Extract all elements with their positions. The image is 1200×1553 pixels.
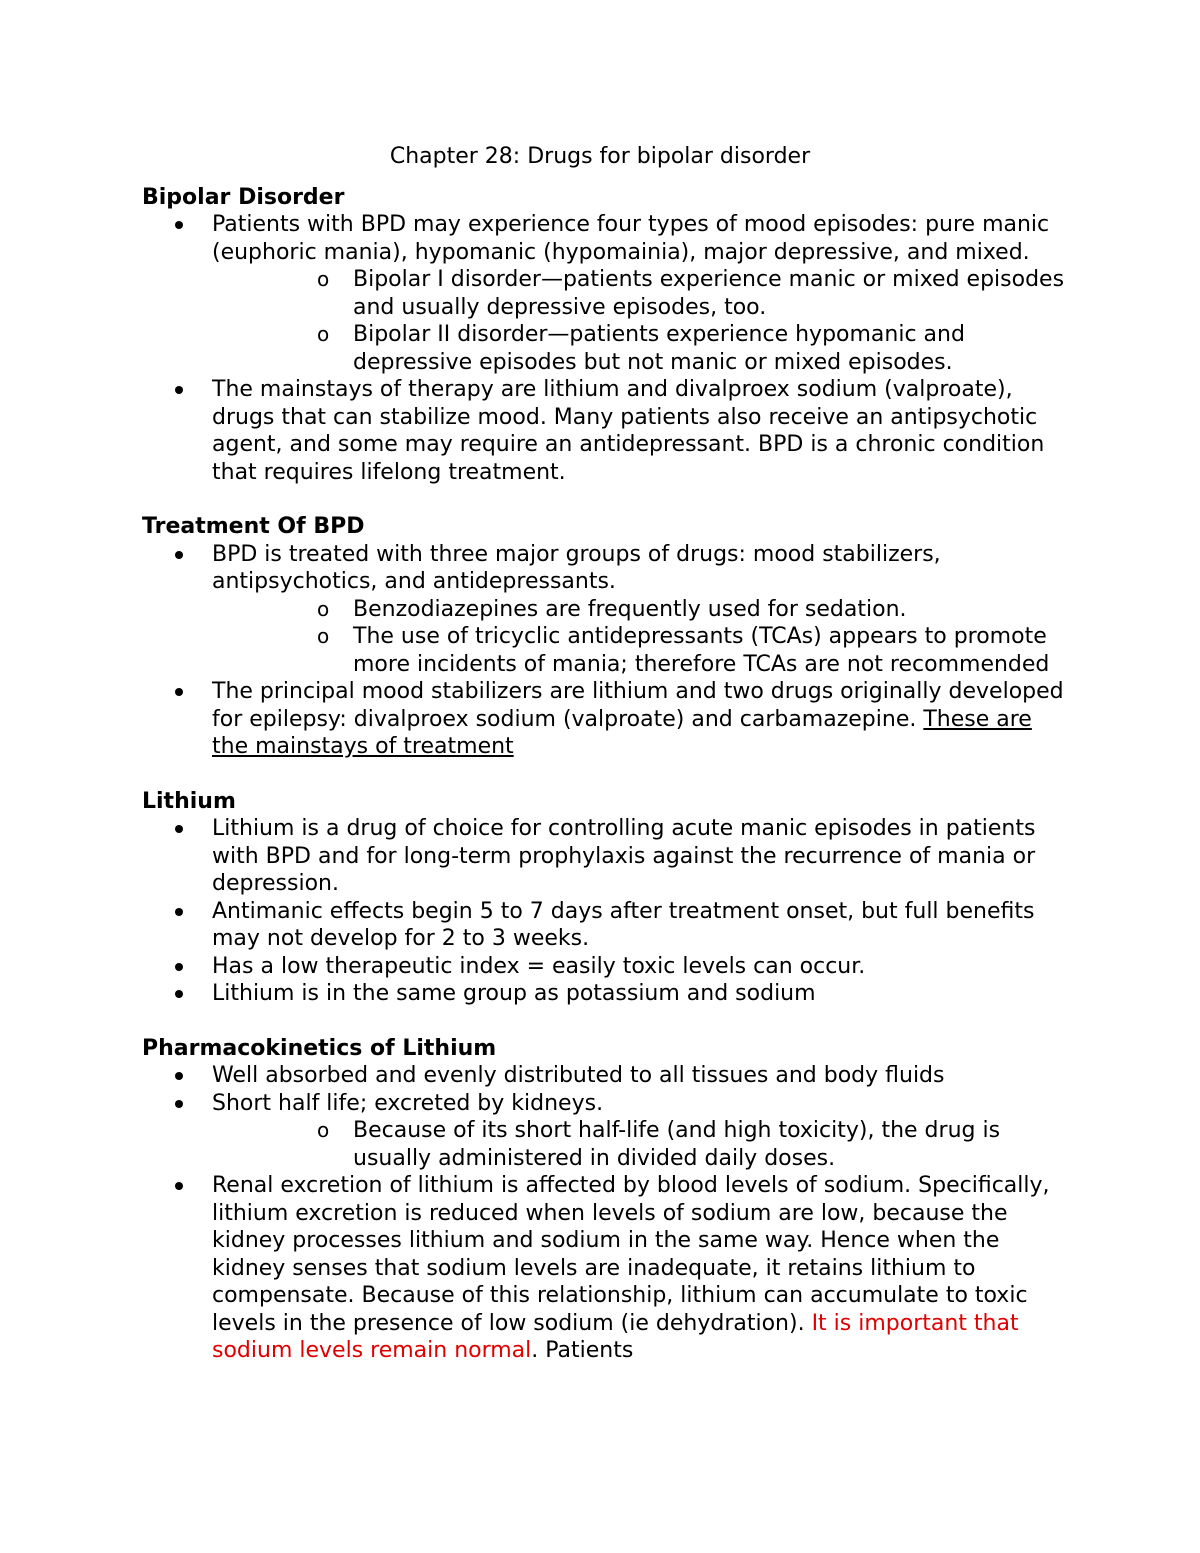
- sub-list-item: [212, 266, 1072, 321]
- sub-list-item-text: Bipolar I disorder—patients experience manic or mixed episodes and usually depressive episodes, too.: [353, 267, 1065, 320]
- list-item-trailing-text: . Patients: [531, 1338, 634, 1363]
- sub-list-item-text: Bipolar II disorder—patients experience hypomanic and depressive episodes but not manic or mixed episodes.: [353, 322, 965, 375]
- hollow-o-bullet-icon: o: [317, 322, 330, 346]
- bullet-list: [142, 1062, 1072, 1365]
- section-bipolar-disorder: [142, 184, 1072, 487]
- filled-circle-bullet-icon: [175, 825, 183, 833]
- sub-list-item: [212, 321, 1072, 376]
- list-item: [142, 1172, 1072, 1365]
- sub-list-item-text: The use of tricyclic antidepressants (TCAs) appears to promote more incidents of mania; therefore TCAs are not recommended: [353, 624, 1050, 677]
- filled-circle-bullet-icon: [175, 1072, 183, 1080]
- hollow-o-bullet-icon: o: [317, 1118, 330, 1142]
- filled-circle-bullet-icon: [175, 1182, 183, 1190]
- sub-bullet-list: [212, 1117, 1072, 1172]
- list-item: [142, 211, 1072, 376]
- page-title: Chapter 28: Drugs for bipolar disorder: [389, 144, 811, 169]
- bullet-list: [142, 815, 1072, 1008]
- highlighted-warning-text: It is important that sodium levels remain normal: [212, 1310, 1019, 1363]
- section-heading: Pharmacokinetics of Lithium: [142, 1035, 497, 1061]
- section-heading: Bipolar Disorder: [142, 184, 345, 210]
- list-item-text: Antimanic effects begin 5 to 7 days after treatment onset, but full benefits may not develop for 2 to 3 weeks.: [212, 898, 1035, 951]
- section-heading: Treatment Of BPD: [142, 514, 365, 539]
- hollow-o-bullet-icon: o: [317, 267, 330, 291]
- list-item-text: The principal mood stabilizers are lithium and two drugs originally developed for epilepsy: divalproex sodium (valproate) and carbamazepine.: [212, 679, 1064, 732]
- sub-bullet-list: [212, 266, 1072, 376]
- list-item-text: Lithium is a drug of choice for controlling acute manic episodes in patients with BPD and for long-term prophylaxis against the recurrence of mania or depression.: [212, 816, 1036, 896]
- list-item-text: Patients with BPD may experience four types of mood episodes: pure manic (euphoric mania), hypomanic (hypomainia), major depressive, and mixed.: [212, 212, 1050, 265]
- bullet-list: [142, 211, 1072, 486]
- list-item-text: BPD is treated with three major groups of drugs: mood stabilizers, antipsychotics, and antidepressants.: [212, 541, 941, 594]
- sub-bullet-list: [212, 596, 1072, 679]
- list-item-text: Short half life; excreted by kidneys.: [212, 1090, 604, 1116]
- list-item-text: Renal excretion of lithium is affected by blood levels of sodium. Specifically, lithium excretion is reduced when levels of sodium are low, because the kidney processes lithium and sodium in the same way. Hence when the kidney senses that sodium levels are inadequate, it retains lithium to compensate. Because of this relationship, lithium can accumulate to toxic levels in the presence of low sodium (ie dehydration).: [212, 1173, 1050, 1336]
- sub-list-item-text: Benzodiazepines are frequently used for sedation.: [353, 596, 907, 622]
- section-treatment-of-bpd: [142, 513, 1072, 761]
- section-heading: Lithium: [142, 788, 236, 814]
- sub-list-item: [212, 1117, 1072, 1172]
- filled-circle-bullet-icon: [175, 688, 183, 696]
- list-item: [142, 953, 1072, 981]
- list-item: [142, 1062, 1072, 1090]
- sub-list-item-text: Because of its short half-life (and high toxicity), the drug is usually administered in divided daily doses.: [353, 1118, 1001, 1171]
- list-item: [142, 980, 1072, 1008]
- list-item-text: Lithium is in the same group as potassium and sodium: [212, 981, 816, 1006]
- section-pharmacokinetics-of-lithium: [142, 1035, 1072, 1365]
- list-item: [142, 1090, 1072, 1173]
- filled-circle-bullet-icon: [175, 908, 183, 916]
- filled-circle-bullet-icon: [175, 221, 183, 229]
- filled-circle-bullet-icon: [175, 1100, 183, 1108]
- document-content: [142, 143, 1072, 1365]
- list-item-text: Has a low therapeutic index = easily toxic levels can occur.: [212, 953, 866, 979]
- list-item-text: Well absorbed and evenly distributed to all tissues and body fluids: [212, 1063, 945, 1088]
- filled-circle-bullet-icon: [175, 963, 183, 971]
- filled-circle-bullet-icon: [175, 386, 183, 394]
- list-item-text: The mainstays of therapy are lithium and divalproex sodium (valproate), drugs that can stabilize mood. Many patients also receive an antipsychotic agent, and some may require an antidepressant. BPD is a chronic condition that requires lifelong treatment.: [212, 377, 1045, 485]
- underlined-text: These are the mainstays of treatment: [212, 706, 1032, 759]
- sub-list-item: [212, 623, 1072, 678]
- sub-list-item: [212, 596, 1072, 624]
- bullet-list: [142, 541, 1072, 761]
- list-item: [142, 376, 1072, 486]
- list-item: [142, 815, 1072, 898]
- filled-circle-bullet-icon: [175, 990, 183, 998]
- hollow-o-bullet-icon: o: [317, 596, 330, 621]
- list-item: [142, 898, 1072, 953]
- list-item: [142, 678, 1072, 761]
- list-item: [142, 541, 1072, 679]
- filled-circle-bullet-icon: [175, 551, 183, 559]
- section-lithium: [142, 788, 1072, 1008]
- hollow-o-bullet-icon: o: [317, 624, 330, 648]
